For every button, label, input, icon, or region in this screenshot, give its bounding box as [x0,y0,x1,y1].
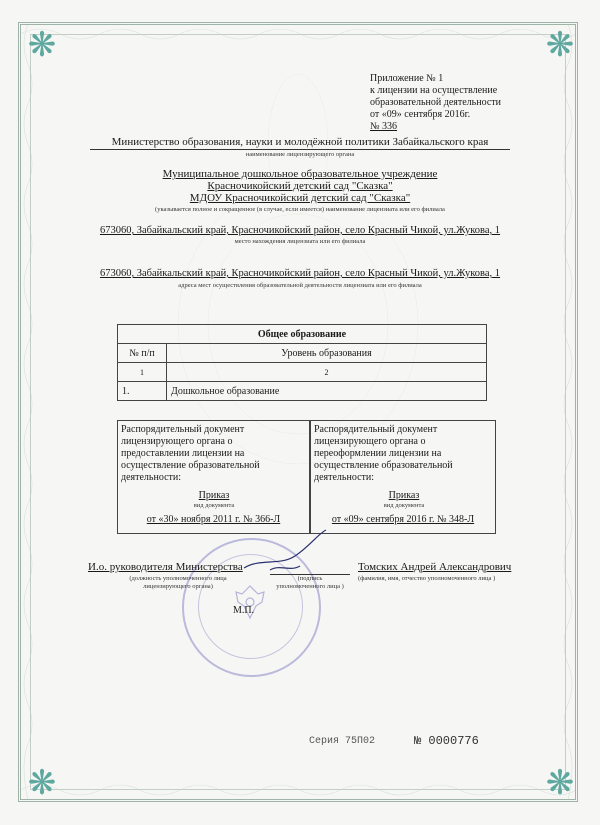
appendix-line: к лицензии на осуществление [370,85,498,96]
form-number: № 0000776 [414,734,479,748]
licensee-caption: (указывается полное и сокращенное (в случае, если имеется) наименование лицензиата или его филиала [155,206,445,213]
signer-position-caption-2: лицензирующего органа) [143,583,213,590]
doc-right-line: переоформлении лицензии на [314,448,442,459]
location-caption: место нахождения лицензиата или его филиала [234,238,366,245]
appendix-line: образовательной деятельности [370,97,501,108]
row-level: Дошкольное образование [167,382,487,401]
signer-name: Томских Андрей Александрович [358,561,512,573]
doc-left-line: Распорядительный документ [121,424,245,435]
appendix-block [370,73,530,133]
table-row [118,382,487,401]
corner-ornament-icon: ❋ [545,765,575,802]
doc-left-line: осуществление образовательной [121,460,260,471]
seal-placeholder-label: М.П. [233,605,255,616]
doc-left-line: лицензирующего органа о [121,436,233,447]
signature-caption: (подпись [297,575,323,582]
handwritten-signature [240,528,330,578]
activity-address: 673060, Забайкальский край, Красночикойский район, село Красный Чикой, ул.Жукова, 1 [99,268,501,279]
table-title: Общее образование [118,325,487,344]
licensee-short-name: МДОУ Красночикойский детский сад "Сказка" [189,192,411,204]
table-header-row [118,344,487,363]
appendix-line: Приложение № 1 [370,73,444,84]
licensee-full-name-cont: Красночикойский детский сад "Сказка" [207,180,393,192]
doc-right-date: от «09» сентября 2016 г. № 348-Л [331,514,475,525]
appendix-date: от «09» сентября 2016г. [370,109,471,120]
doc-right-type: Приказ [388,490,420,501]
form-series: Серия 75П02 [309,736,376,747]
doc-right-type-caption: вид документа [383,502,425,509]
table-index-row [118,363,487,382]
doc-right-text [314,424,494,484]
signer-position-caption: (должность уполномоченного лица [129,575,227,582]
doc-left-line: предоставлении лицензии на [121,448,245,459]
doc-left-date: от «30» ноября 2011 г. № 366-Л [146,514,281,525]
corner-ornament-icon: ❋ [27,765,57,802]
row-number: 1. [118,382,167,401]
activity-caption: адреса мест осуществления образовательной деятельности лицензиата или его филиала [178,282,422,289]
doc-right-line: лицензирующего органа о [314,436,426,447]
education-table [117,324,487,401]
authority-underline [90,149,510,150]
doc-left-type-caption: вид документа [193,502,235,509]
col-header-number: № п/п [118,344,167,363]
col-header-level: Уровень образования [167,344,487,363]
signer-name-caption: (фамилия, имя, отчество уполномоченного лица ) [358,575,496,582]
authority-name: Министерство образования, науки и молодёжной политики Забайкальского края [111,136,489,148]
doc-left-text [121,424,307,484]
licensee-full-name: Муниципальное дошкольное образовательное учреждение [162,168,438,180]
corner-ornament-icon: ❋ [545,27,575,64]
doc-right-line: осуществление образовательной [314,460,453,471]
authority-caption: наименование лицензирующего органа [245,151,355,158]
location-address: 673060, Забайкальский край, Красночикойский район, село Красный Чикой, ул.Жукова, 1 [99,225,501,236]
doc-right-line: Распорядительный документ [314,424,438,435]
corner-ornament-icon: ❋ [27,27,57,64]
doc-left-line: деятельности: [121,472,182,483]
col-index-1: 1 [118,363,167,382]
col-index-2: 2 [167,363,487,382]
signature-caption-2: уполномоченного лица ) [276,583,344,590]
table-title-row [118,325,487,344]
doc-left-type: Приказ [198,490,230,501]
signer-position: И.о. руководителя Министерства [88,561,243,573]
appendix-number: № 336 [370,121,398,132]
doc-right-line: деятельности: [314,472,375,483]
